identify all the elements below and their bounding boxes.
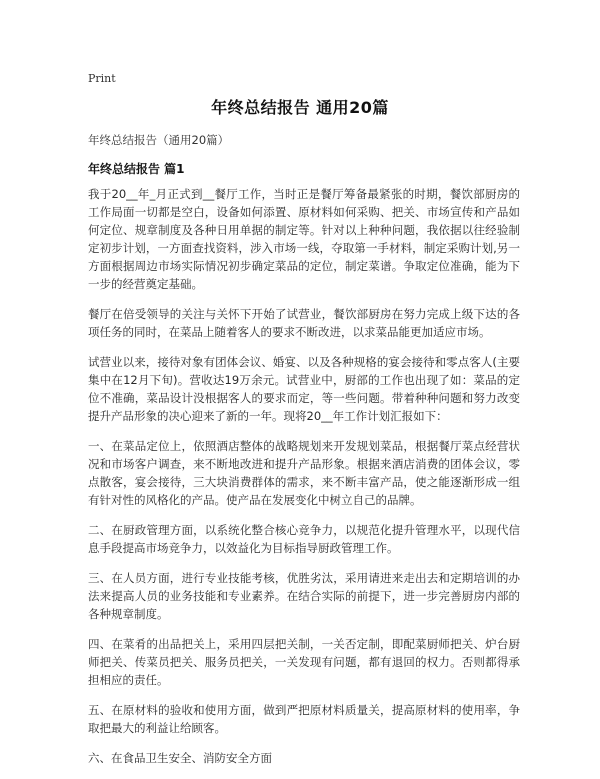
body-text bbox=[88, 185, 520, 779]
paragraph-1: 我于20__年_月正式到__餐厅工作，当时正是餐厅筹备最紧张的时期，餐饮部厨房的工作局面一切都是空白，设备如何添置、原材料如何采购、把关、市场宣传和产品如何定位、规章制度及各种日用单据的制定等。针对以上种种问题，我依据以往经验制定初步计划，一方面查找资料，涉入市场一线，夺取第一手材料，制定采购计划,另一方面根据周边市场实际情况初步确定菜品的定位，制定菜谱。争取定位准确，能为下一步的经营奠定基础。 bbox=[88, 187, 520, 291]
paragraph-6: 三、在人员方面，进行专业技能考核，优胜劣汰，采用请进来走出去和定期培训的办法来提高人员的业务技能和专业素养。在结合实际的前提下，进一步完善厨房内部的各种规章制度。 bbox=[88, 571, 520, 621]
paragraph-7: 四、在菜肴的出品把关上，采用四层把关制，一关否定制，即配菜厨师把关、炉台厨师把关、传菜员把关、服务员把关，一关发现有问题，都有退回的权力。否则都得承担相应的责任。 bbox=[88, 637, 520, 687]
paragraph-3: 试营业以来，接待对象有团体会议、婚宴、以及各种规格的宴会接待和零点客人(主要集中在12月下旬)。营收达19万余元。试营业中，厨部的工作也出现了如：菜品的定位不准确，菜品设计没根据客人的要求而定，等一些问题。带着种种问题和努力改变提升产品形象的决心迎来了新的一年。现将20__年工作计划汇报如下： bbox=[88, 355, 520, 423]
print-link[interactable]: Print bbox=[88, 72, 116, 85]
section-heading: 年终总结报告 篇1 bbox=[88, 162, 185, 176]
paragraph-2: 餐厅在倍受领导的关注与关怀下开始了试营业，餐饮部厨房在努力完成上级下达的各项任务的同时，在菜品上随着客人的要求不断改进，以求菜品能更加适应市场。 bbox=[88, 307, 520, 339]
paragraph-4: 一、在菜品定位上，依照酒店整体的战略规划来开发规划菜品，根据餐厅菜点经营状况和市场客户调查，来不断地改进和提升产品形象。根据来酒店消费的团体会议，零点散客，宴会接待，三大块消费群体的需求，来不断丰富产品，使之能逐渐形成一组有针对性的风格化的产品。使产品在发展变化中树立自己的品牌。 bbox=[88, 439, 520, 507]
page-title: 年终总结报告 通用20篇 bbox=[211, 98, 389, 117]
document-subtitle: 年终总结报告（通用20篇） bbox=[88, 133, 230, 147]
paragraph-8: 五、在原材料的验收和使用方面，做到严把原材料质量关，提高原材料的使用率，争取把最大的利益让给顾客。 bbox=[88, 703, 520, 735]
paragraph-5: 二、在厨政管理方面，以系统化整合核心竞争力，以规范化提升管理水平，以现代信息手段提高市场竞争力，以效益化为目标指导厨政管理工作。 bbox=[88, 523, 520, 555]
paragraph-9: 六、在食品卫生安全、消防安全方面 bbox=[88, 751, 272, 765]
